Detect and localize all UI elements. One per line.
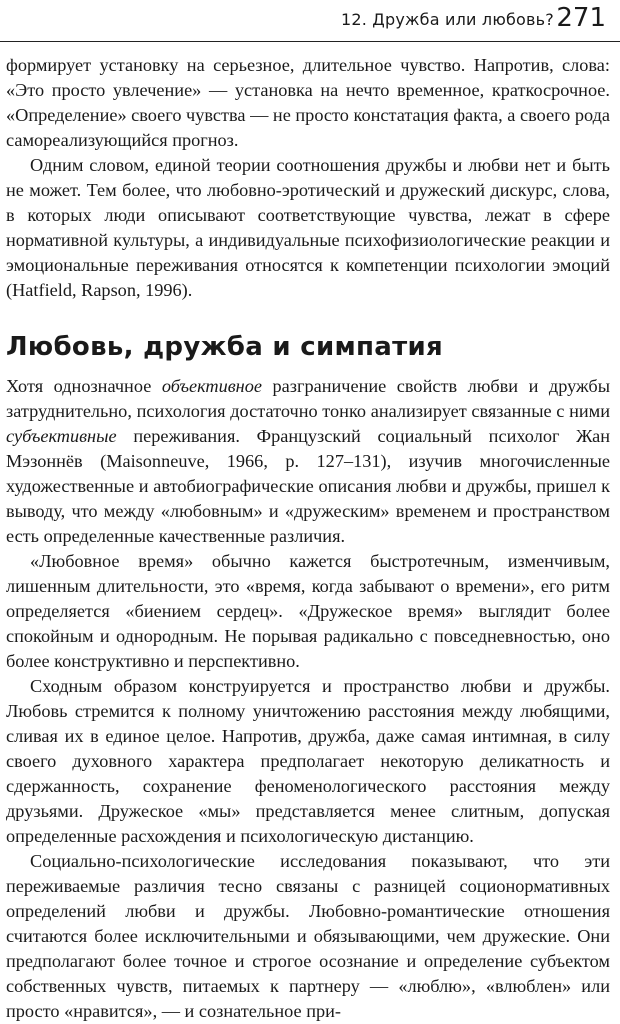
paragraph-3-text-e: переживания. Французский социальный психолог Жан Мэзоннёв (Maisonneuve, 1966, p. 127–131), изучив многочисленные художественные и автобиографические описания любви и дружбы, пришел к выводу, что между «любовным» и «дружеским» временем и пространством есть определенные качественные различия. [6,426,610,546]
paragraph-3-italic-subjective: субъективные [6,426,117,446]
header-rule [0,41,620,42]
section-heading: Любовь, дружба и симпатия [6,332,444,362]
page-body [6,53,610,1024]
paragraph-1: формирует установку на серьезное, длительное чувство. Напротив, слова: «Это просто увлечение» — установка на нечто временное, краткосрочное. «Определение» своего чувства — не просто констатация факта, а своего рода самореализующийся прогноз. [6,55,610,150]
paragraph-3-text-a: Хотя однозначное [6,376,162,396]
page-header [0,0,620,42]
paragraph-5: Сходным образом конструируется и пространство любви и дружбы. Любовь стремится к полному уничтожению расстояния между любящими, сливая их в единое целое. Напротив, дружба, даже самая интимная, в силу своего духовного характера предполагает некоторую деликатность и сдержанность, сохранение феноменологического расстояния между друзьями. Дружеское «мы» представляется менее слитным, допуская определенные расхождения и психологическую дистанцию. [6,676,610,846]
paragraph-2: Одним словом, единой теории соотношения дружбы и любви нет и быть не может. Тем более, что любовно-эротический и дружеский дискурс, слова, в которых люди описывают соответствующие чувства, лежат в сфере нормативной культуры, а индивидуальные психофизиологические реакции и эмоциональные переживания относятся к компетенции психологии эмоций (Hatfield, Rapson, 1996). [6,155,610,300]
page-number: 271 [556,3,606,33]
paragraph-6: Социально-психологические исследования показывают, что эти переживаемые различия тесно связаны с разницей соционормативных определений любви и дружбы. Любовно-романтические отношения считаются более исключительными и обязывающими, чем дружеские. Они предполагают более точное и строгое осознание и определение субъектом собственных чувств, питаемых к партнеру — «люблю», «влюблен» или просто «нравится», — и сознательное при- [6,851,610,1021]
paragraph-3 [6,374,610,549]
paragraph-4: «Любовное время» обычно кажется быстротечным, изменчивым, лишенным длительности, это «время, когда забывают о времени», его ритм определяется «биением сердец». «Дружеское время» выглядит более спокойным и однородным. Не порывая радикально с повседневностью, оно более конструктивно и перспективно. [6,551,610,671]
paragraph-3-text-c: разграничение свойств любви и дружбы затруднительно, психология достаточно тонко анализирует связанные с ними [6,376,610,421]
paragraph-3-italic-objective: объективное [161,376,262,396]
running-head: 12. Дружба или любовь? [340,10,554,29]
